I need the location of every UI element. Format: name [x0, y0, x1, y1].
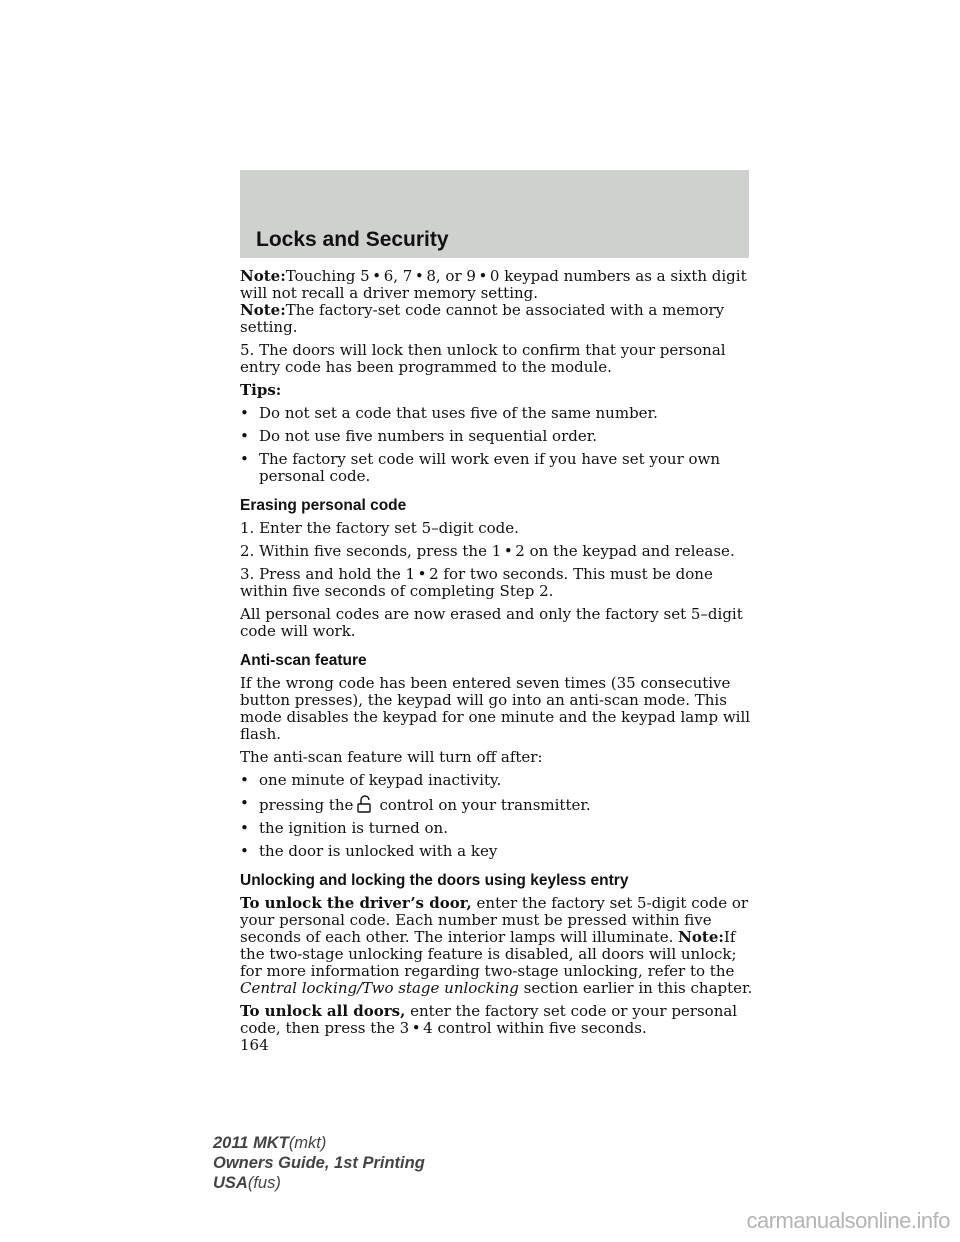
- note-text: section earlier in this chapter.: [523, 979, 753, 997]
- keypad-separator: •: [372, 267, 382, 285]
- bullet: •: [240, 794, 249, 812]
- footer-imprint: [213, 1133, 425, 1193]
- unlock-driver-label: To unlock the driver’s door,: [240, 894, 472, 912]
- antiscan-item-text: pressing the: [259, 796, 354, 814]
- unlock-driver-paragraph: [240, 895, 755, 997]
- tip-text: Do not set a code that uses five of the same number.: [259, 404, 658, 422]
- list-item: [240, 843, 755, 860]
- erase-text: 2 for two seconds. This must be done within five seconds of completing Step 2.: [240, 565, 713, 600]
- section-title: Locks and Security: [256, 228, 449, 251]
- unlock-driver-text: enter the factory set 5-digit code or your personal code. Each number must be pressed within five seconds of each other. The interior lamps will illuminate.: [240, 894, 749, 946]
- heading-antiscan: Anti-scan feature: [240, 652, 367, 669]
- keypad-separator: •: [503, 542, 513, 560]
- antiscan-item: the ignition is turned on.: [259, 819, 448, 837]
- list-item: [240, 772, 755, 789]
- footer-market: USA: [213, 1174, 248, 1192]
- bullet: •: [240, 427, 249, 445]
- step-5: 5. The doors will lock then unlock to confirm that your personal entry code has been programmed to the module.: [240, 341, 726, 376]
- antiscan-item: [259, 795, 591, 814]
- note-text: 8, or 9: [426, 267, 476, 285]
- note-text: The factory-set code cannot be associated with a memory setting.: [240, 301, 725, 336]
- cross-reference: Central locking/Two stage unlocking: [240, 979, 519, 997]
- note-text: 0 keypad numbers as a sixth digit will not recall a driver memory setting.: [240, 267, 747, 302]
- tips-label-text: Tips:: [240, 381, 282, 399]
- keypad-separator: •: [414, 267, 424, 285]
- note-label: Note:: [240, 267, 286, 285]
- erase-step-1: 1. Enter the factory set 5–digit code.: [240, 519, 519, 537]
- erase-step-2: [240, 543, 755, 560]
- footer-code: (fus): [247, 1174, 281, 1192]
- note-text: Touching 5: [285, 267, 370, 285]
- list-item: [240, 405, 755, 422]
- antiscan-item: one minute of keypad inactivity.: [259, 771, 502, 789]
- footer-printing: Owners Guide, 1st Printing: [213, 1154, 425, 1172]
- unlock-all-text: enter the factory set code or your personal code, then press the 3: [240, 1002, 738, 1037]
- keypad-separator: •: [478, 267, 488, 285]
- page-number: 164: [240, 1036, 269, 1054]
- erase-text: 3. Press and hold the 1: [240, 565, 416, 583]
- watermark: carmanualsonline.info: [746, 1208, 950, 1233]
- unlock-all-paragraph: [240, 1003, 755, 1054]
- footer-model: 2011 MKT: [213, 1134, 289, 1152]
- antiscan-intro: The anti-scan feature will turn off after:: [240, 748, 543, 766]
- heading-erasing: Erasing personal code: [240, 497, 407, 514]
- note-label: Note:: [240, 301, 286, 319]
- note-label: Note:: [678, 928, 724, 946]
- heading-keyless: Unlocking and locking the doors using keyless entry: [240, 872, 629, 889]
- antiscan-item-text: control on your transmitter.: [379, 796, 591, 814]
- erase-text: 2 on the keypad and release.: [515, 542, 735, 560]
- tip-text: The factory set code will work even if you have set your own personal code.: [259, 450, 721, 485]
- bullet: •: [240, 404, 249, 422]
- antiscan-paragraph: If the wrong code has been entered seven times (35 consecutive button presses), the keypad will go into an anti-scan mode. This mode disables the keypad for one minute and the keypad lamp will flash.: [240, 674, 751, 743]
- bullet: •: [240, 842, 249, 860]
- note-text: If the two-stage unlocking feature is disabled, all doors will unlock; for more information regarding two-stage unlocking, refer to the: [240, 928, 737, 980]
- keypad-separator: •: [417, 565, 427, 583]
- erase-text: 2. Within five seconds, press the 1: [240, 542, 502, 560]
- note-memory: [240, 268, 755, 336]
- antiscan-item: the door is unlocked with a key: [259, 842, 498, 860]
- note-text: 6, 7: [383, 267, 413, 285]
- unlock-all-text: 4 control within five seconds.: [423, 1019, 647, 1037]
- bullet: •: [240, 819, 249, 837]
- erase-result: All personal codes are now erased and only the factory set 5–digit code will work.: [240, 605, 743, 640]
- list-item: [240, 795, 755, 814]
- list-item: [240, 451, 755, 485]
- bullet: •: [240, 771, 249, 789]
- unlock-all-label: To unlock all doors,: [240, 1002, 406, 1020]
- footer-code: (mkt): [288, 1134, 327, 1152]
- page-content: [240, 268, 755, 1060]
- tips-label: [240, 382, 755, 399]
- list-item: [240, 820, 755, 837]
- erase-step-3: [240, 566, 755, 600]
- keypad-separator: •: [411, 1019, 421, 1037]
- list-item: [240, 428, 755, 445]
- bullet: •: [240, 450, 249, 468]
- tip-text: Do not use five numbers in sequential order.: [259, 427, 598, 445]
- unlock-icon: [355, 795, 377, 813]
